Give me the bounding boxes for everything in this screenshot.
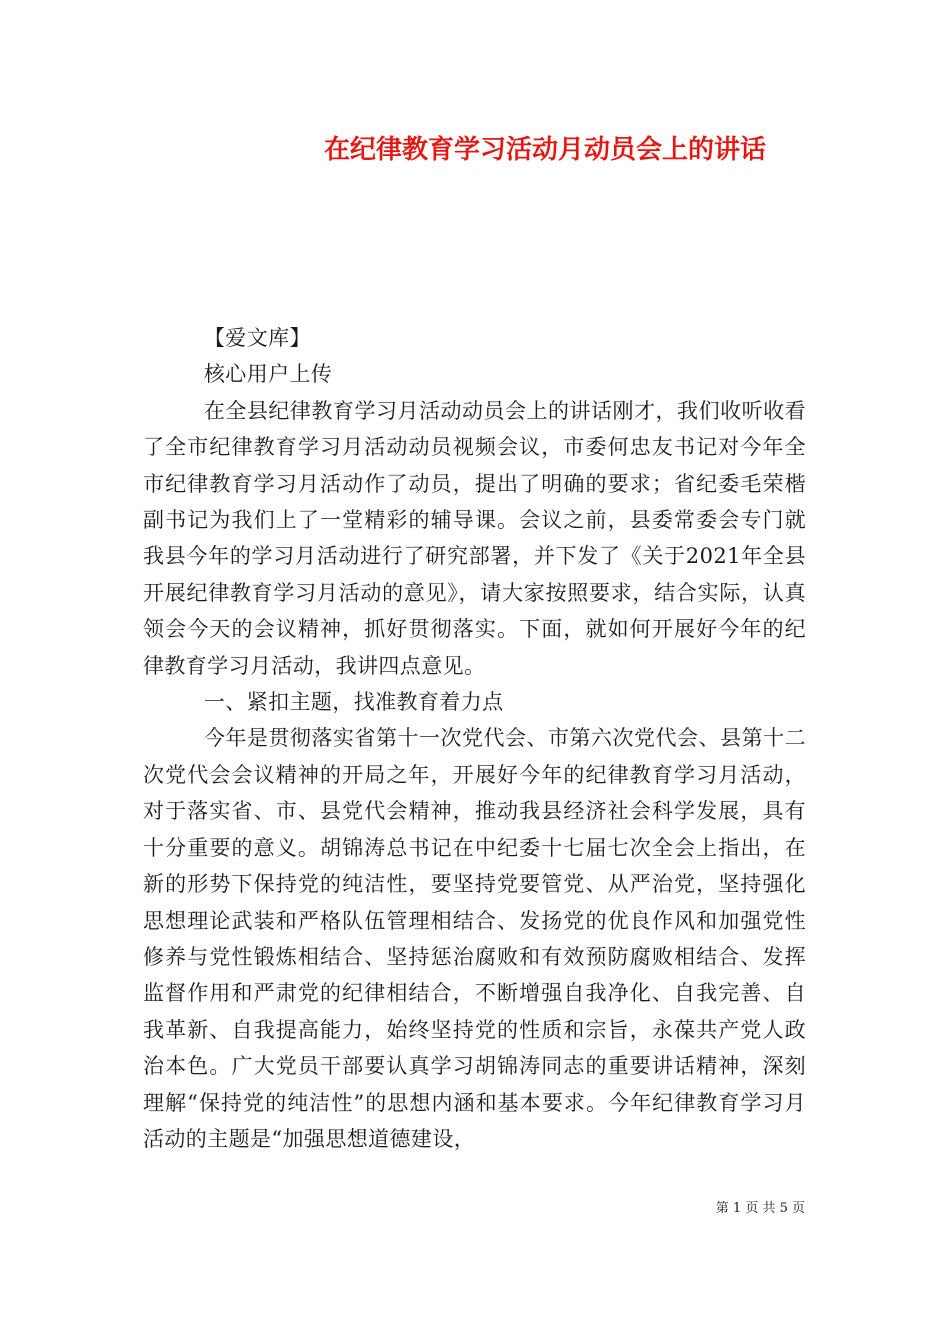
paragraph-uploader: 核心用户上传 bbox=[203, 362, 333, 387]
paragraph-source: 【爱文库】 bbox=[203, 326, 311, 350]
paragraph-intro: 在全县纪律教育学习月活动动员会上的讲话刚才，我们收听收看了全市纪律教育学习月活动动员视频会议，市委何忠友书记对今年全市纪律教育学习月活动作了动员，提出了明确的要求；省纪委毛荣楷副书记为我们上了一堂精彩的辅导课。会议之前，县委常委会专门就我县今年的学习月活动进行了研究部署，并下发了《关于2021年全县开展纪律教育学习月活动的意见》，请大家按照要求，结合实际，认真领会今天的会议精神，抓好贯彻落实。下面，就如何开展好今年的纪律教育学习月活动，我讲四点意见。 bbox=[143, 398, 806, 678]
paragraph-section-1: 今年是贯彻落实省第十一次党代会、市第六次党代会、县第十二次党代会会议精神的开局之年，开展好今年的纪律教育学习月活动，对于落实省、市、县党代会精神，推动我县经济社会科学发展，具有十分重要的意义。胡锦涛总书记在中纪委十七届七次全会上指出，在新的形势下保持党的纯洁性，要坚持党要管党、从严治党，坚持强化思想理论武装和严格队伍管理相结合、发扬党的优良作风和加强党性修养与党性锻炼相结合、坚持惩治腐败和有效预防腐败相结合、发挥监督作用和严肃党的纪律相结合，不断增强自我净化、自我完善、自我革新、自我提高能力，始终坚持党的性质和宗旨，永葆共产党人政治本色。广大党员干部要认真学习胡锦涛同志的重要讲话精神，深刻理解“保持党的纯洁性”的思想内涵和基本要求。今年纪律教育学习月活动的主题是“加强思想道德建设， bbox=[143, 726, 806, 1151]
page-number-footer: 第 1 页 共 5 页 bbox=[715, 1201, 805, 1216]
section-heading-1: 一、紧扣主题，找准教育着力点 bbox=[203, 690, 504, 715]
document-body bbox=[143, 320, 806, 1157]
document-title: 在纪律教育学习活动月动员会上的讲话 bbox=[323, 135, 766, 165]
